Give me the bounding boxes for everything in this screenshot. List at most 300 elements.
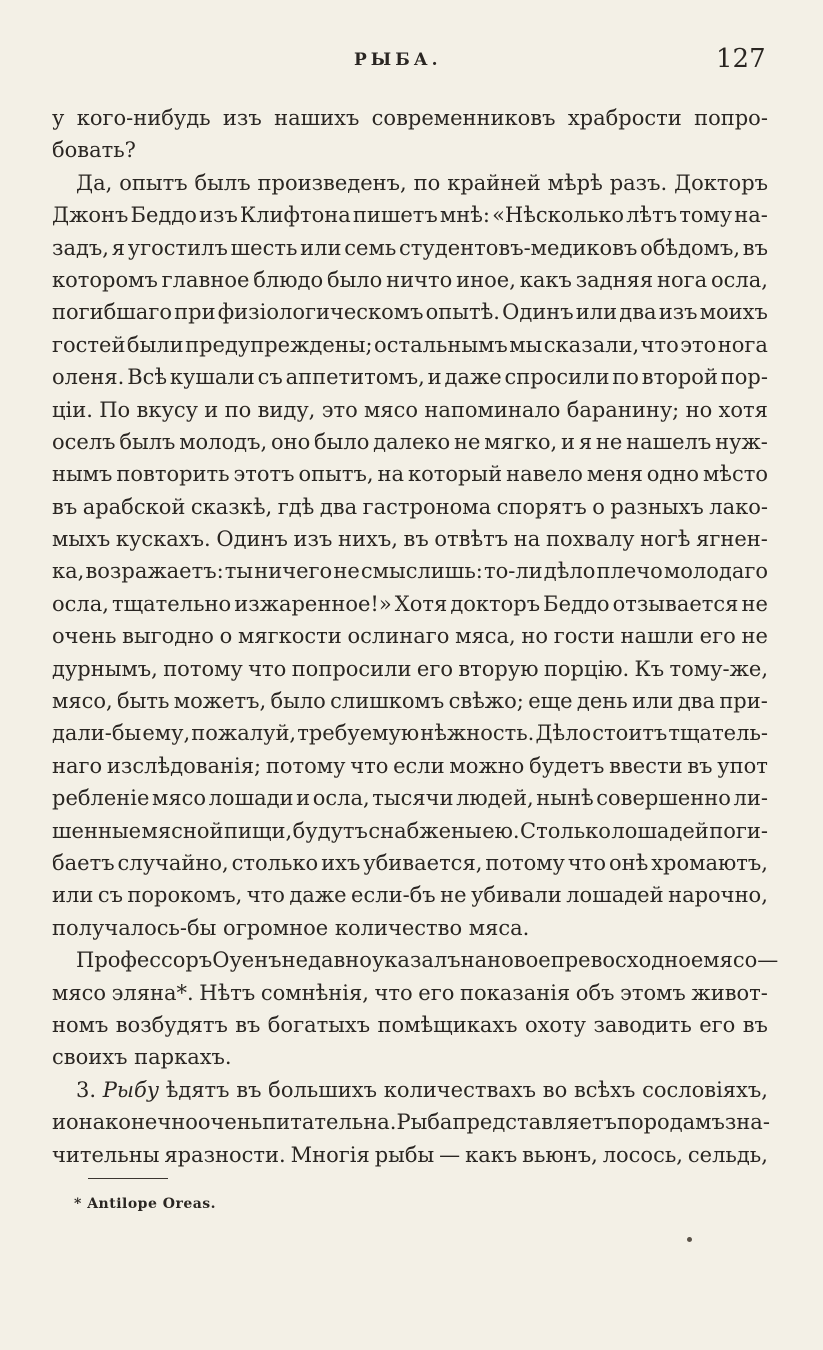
text-line — [52, 458, 768, 490]
word: не — [440, 883, 467, 908]
word: меня — [586, 462, 643, 487]
word: виду, — [257, 397, 316, 422]
word: охоту — [524, 1012, 587, 1037]
word: лако- — [709, 494, 768, 519]
word: баранину; — [566, 397, 680, 422]
word: которомъ — [52, 267, 158, 292]
text-line: своихъ паркахъ. — [52, 1045, 232, 1070]
word: мясо — [152, 786, 207, 811]
word: мясо— — [703, 948, 779, 973]
word: заводить — [593, 1012, 692, 1037]
word: что — [246, 883, 285, 908]
word: опытъ, — [298, 462, 374, 487]
word: съ — [257, 365, 283, 390]
word: ногѣ — [640, 527, 691, 552]
word: о — [219, 624, 233, 649]
word: показанія — [459, 980, 571, 1005]
word: Беддо — [543, 591, 610, 616]
word: случайно, — [117, 850, 229, 875]
word: нашихъ — [274, 106, 360, 130]
word: пор- — [720, 365, 768, 390]
word: было — [326, 267, 383, 292]
word: что — [567, 850, 606, 875]
word: мясо — [364, 397, 419, 422]
word: я — [578, 429, 593, 454]
word: храбрости — [567, 106, 682, 130]
word: Одинъ — [502, 300, 574, 325]
word: ничто — [386, 267, 453, 292]
word: мы — [509, 332, 543, 357]
word: изъ — [658, 300, 698, 325]
word: лошади — [208, 786, 294, 811]
word: и — [52, 1110, 66, 1135]
word: въ — [742, 1012, 768, 1037]
text-line — [52, 167, 768, 199]
word: но — [521, 624, 549, 649]
word: можетъ, — [173, 689, 267, 714]
word: сельдь, — [687, 1142, 768, 1167]
word: сословіяхъ, — [642, 1077, 768, 1102]
word: можно — [449, 753, 525, 778]
text-line — [52, 296, 768, 328]
word: даже — [289, 883, 347, 908]
word: гостей — [52, 332, 126, 357]
word: она — [66, 1110, 106, 1135]
word: былъ — [119, 429, 176, 454]
word: нарочно, — [668, 883, 768, 908]
word: спорятъ — [496, 494, 587, 519]
word: въ — [52, 494, 78, 519]
word: не — [453, 429, 481, 454]
word: Клифтона — [239, 203, 351, 228]
word: докторъ — [450, 591, 541, 616]
word: превосходное — [550, 948, 704, 973]
word: шесть — [230, 235, 298, 260]
word: былъ — [194, 170, 251, 195]
word: Одинъ — [216, 527, 288, 552]
word: порокомъ, — [127, 883, 243, 908]
ink-speck — [687, 1237, 692, 1242]
word: нихъ, — [338, 527, 398, 552]
word: какъ — [465, 1142, 518, 1167]
word: Рыба — [396, 1110, 453, 1135]
word: яразности. — [164, 1142, 286, 1167]
word: иное, — [456, 267, 516, 292]
word: чительны — [52, 1142, 160, 1167]
text-line — [52, 1009, 768, 1041]
word: Рыбу — [102, 1077, 159, 1102]
word: навело — [506, 462, 583, 487]
body-text — [52, 102, 779, 1171]
word: изъ — [293, 527, 333, 552]
word: въ — [403, 527, 429, 552]
word: Да, — [76, 170, 113, 195]
text-line — [52, 620, 768, 652]
word: не — [741, 624, 768, 649]
word: на — [513, 527, 541, 552]
word: по — [612, 365, 639, 390]
text-line — [52, 329, 768, 361]
word: студентовъ-медиковъ — [399, 235, 638, 260]
word: рыбы — [374, 1142, 435, 1167]
word: родамъ — [643, 1110, 725, 1135]
word: Столько — [520, 818, 611, 843]
word: ею. — [482, 818, 520, 843]
word: нымъ — [52, 462, 113, 487]
word: угостилъ — [127, 235, 228, 260]
word: изъ — [222, 106, 262, 130]
word: питательна. — [262, 1110, 397, 1135]
text-line: получалось-бы огромное количество мяса. — [52, 915, 530, 940]
word: отзывается — [612, 591, 739, 616]
word: потому — [265, 753, 346, 778]
word: недавно — [281, 948, 372, 973]
word: гдѣ — [277, 494, 315, 519]
word: это — [680, 332, 717, 357]
page-number: 127 — [716, 44, 766, 74]
text-line — [52, 1106, 768, 1138]
word: мѣрѣ — [547, 170, 603, 195]
word: молодаго — [663, 559, 768, 584]
text-line: бовать? — [52, 138, 136, 163]
word: предупреждены; — [185, 332, 373, 357]
word: По — [99, 397, 131, 422]
word: поги- — [709, 818, 768, 843]
word: повторить — [116, 462, 230, 487]
text-line — [52, 199, 768, 231]
word: ли- — [733, 786, 768, 811]
word: помѣщикахъ — [377, 1012, 518, 1037]
word: при — [174, 300, 216, 325]
word: лошадей — [566, 883, 664, 908]
word: будутъ — [292, 818, 368, 843]
text-line — [52, 782, 768, 814]
word: живот- — [691, 980, 768, 1005]
word: мнѣ: — [439, 203, 490, 228]
word: этотъ — [233, 462, 295, 487]
word: его — [416, 656, 453, 681]
word: хотя — [718, 397, 768, 422]
word: Къ — [634, 656, 665, 681]
word: вторую — [458, 656, 539, 681]
text-line — [52, 555, 768, 587]
word: изжаренное!» — [234, 591, 392, 616]
word: очень — [197, 1110, 263, 1135]
word: мясо — [52, 980, 106, 1005]
word: и — [427, 365, 442, 390]
word: что — [350, 753, 389, 778]
word: при- — [719, 689, 768, 714]
word: нуж- — [715, 429, 768, 454]
word: мягко, — [484, 429, 558, 454]
word: оно — [270, 429, 311, 454]
text-line — [52, 361, 768, 393]
word: и — [561, 429, 576, 454]
word: было — [314, 429, 370, 454]
word: богатыхъ — [267, 1012, 371, 1037]
word: пищи, — [223, 818, 293, 843]
word: вкусу — [136, 397, 198, 422]
word: на — [460, 948, 488, 973]
word: опытѣ. — [425, 300, 500, 325]
word: ціи. — [52, 397, 93, 422]
word: спросили — [504, 365, 610, 390]
word: стоитъ — [592, 721, 668, 746]
word: тщатель- — [668, 721, 768, 746]
word: — — [439, 1142, 461, 1167]
word: два — [319, 494, 358, 519]
word: блюдо — [253, 267, 324, 292]
word: кушали — [169, 365, 255, 390]
text-line — [52, 426, 768, 458]
word: произведенъ, — [257, 170, 407, 195]
word: два — [677, 689, 715, 714]
word: нога — [656, 267, 708, 292]
word: конечно — [105, 1110, 198, 1135]
word: еще — [528, 689, 573, 714]
word: опытъ — [119, 170, 188, 195]
word: обѣдомъ, — [640, 235, 741, 260]
text-line — [52, 523, 768, 555]
word: то-ли — [483, 559, 543, 584]
word: будетъ — [529, 753, 605, 778]
word: молодъ, — [179, 429, 268, 454]
word: Докторъ — [674, 170, 768, 195]
word: представляетъ — [452, 1110, 617, 1135]
word: кускахъ. — [115, 527, 211, 552]
word: или — [575, 300, 618, 325]
word: Профессоръ — [76, 948, 213, 973]
word: свѣжо; — [448, 689, 524, 714]
word: пишетъ — [352, 203, 438, 228]
word: Многія — [290, 1142, 370, 1167]
word: это — [321, 397, 358, 422]
word: далеко — [373, 429, 451, 454]
word: ввести — [609, 753, 683, 778]
word: по — [616, 1110, 644, 1135]
word: быть — [117, 689, 170, 714]
word: всѣхъ — [573, 1077, 636, 1102]
word: похвалу — [545, 527, 635, 552]
word: указалъ — [371, 948, 461, 973]
word: напоминало — [424, 397, 561, 422]
word: хромаютъ, — [651, 850, 768, 875]
word: Нѣтъ — [199, 980, 256, 1005]
word: мыхъ — [52, 527, 111, 552]
word: были — [126, 332, 184, 357]
text-line — [52, 815, 768, 847]
word: разъ. — [609, 170, 668, 195]
word: вьюнъ, — [522, 1142, 598, 1167]
word: у — [52, 106, 65, 130]
word: сомнѣнія, — [260, 980, 369, 1005]
word: очень — [52, 624, 117, 649]
word: номъ — [52, 1012, 109, 1037]
word: Хотя — [394, 591, 448, 616]
word: лѣтъ — [626, 203, 678, 228]
word: его — [418, 980, 455, 1005]
word: лосось, — [602, 1142, 683, 1167]
text-line — [52, 1139, 768, 1171]
word: какъ — [519, 267, 572, 292]
text-line — [52, 977, 768, 1009]
word: нѣжность. — [420, 721, 535, 746]
word: Дѣло — [535, 721, 592, 746]
text-line — [52, 847, 768, 879]
word: объ — [575, 980, 615, 1005]
word: нынѣ — [536, 786, 594, 811]
word: 3. — [76, 1077, 97, 1102]
word: ослинаго — [347, 624, 450, 649]
text-line — [52, 232, 768, 264]
word: не — [333, 559, 360, 584]
word: большихъ — [268, 1077, 377, 1102]
word: тщательно — [112, 591, 232, 616]
word: одно — [646, 462, 699, 487]
word: мѣсто — [702, 462, 768, 487]
word: его — [699, 624, 736, 649]
word: на- — [734, 203, 768, 228]
text-line — [52, 750, 768, 782]
text-line — [52, 491, 768, 523]
word: новое — [487, 948, 551, 973]
word: задъ, — [52, 235, 109, 260]
word: но — [685, 397, 713, 422]
word: плечо — [596, 559, 663, 584]
word: этомъ — [620, 980, 686, 1005]
word: «Нѣсколько — [492, 203, 624, 228]
word: отвѣтъ — [434, 527, 509, 552]
text-line — [52, 717, 768, 749]
word: наго — [52, 753, 103, 778]
word: изъ — [199, 203, 238, 228]
word: эляна*. — [111, 980, 194, 1005]
word: было — [270, 689, 326, 714]
word: задняя — [575, 267, 654, 292]
word: и — [204, 397, 219, 422]
word: кого-нибудь — [76, 106, 211, 130]
word: оленя. — [52, 365, 125, 390]
word: ты — [224, 559, 254, 584]
word: два — [619, 300, 657, 325]
running-head: РЫБА. — [354, 50, 442, 70]
word: съ — [97, 883, 123, 908]
word: ихъ — [321, 850, 361, 875]
word: ѣдятъ — [165, 1077, 230, 1102]
word: я — [111, 235, 125, 260]
word: потому — [163, 656, 243, 681]
word: людей, — [456, 786, 534, 811]
word: осла, — [312, 786, 370, 811]
word: осла, — [52, 591, 109, 616]
word: нашли — [620, 624, 694, 649]
word: онѣ — [608, 850, 649, 875]
word: лошадей — [611, 818, 709, 843]
word: попросили — [291, 656, 412, 681]
word: пожалуй, — [191, 721, 297, 746]
word: который — [407, 462, 503, 487]
word: въ — [235, 1012, 261, 1037]
word: ему, — [142, 721, 191, 746]
text-line — [52, 944, 779, 976]
text-line — [52, 685, 768, 717]
word: выгодно — [122, 624, 214, 649]
word: современниковъ — [371, 106, 556, 130]
word: смыслишь: — [360, 559, 483, 584]
word: столько — [231, 850, 319, 875]
word: ягнен- — [696, 527, 768, 552]
word: слишкомъ — [330, 689, 445, 714]
word: второй — [641, 365, 718, 390]
word: Оуенъ — [212, 948, 282, 973]
text-line — [52, 394, 768, 426]
word: нашелъ — [626, 429, 712, 454]
word: попро- — [694, 106, 768, 130]
word: гастронома — [362, 494, 492, 519]
word: мясной — [141, 818, 224, 843]
word: осла, — [710, 267, 768, 292]
word: мягкости — [238, 624, 342, 649]
word: о — [592, 494, 605, 519]
word: тому — [679, 203, 733, 228]
word: дурнымъ, — [52, 656, 158, 681]
word: арабской — [82, 494, 186, 519]
word: крайней — [447, 170, 541, 195]
word: если — [393, 753, 445, 778]
word: снабжены — [368, 818, 482, 843]
word: порцію. — [543, 656, 630, 681]
word: тысячи — [372, 786, 454, 811]
word: что — [640, 332, 679, 357]
word: мясо, — [52, 689, 113, 714]
word: въ — [742, 235, 768, 260]
word: въ — [236, 1077, 262, 1102]
word: количествахъ — [383, 1077, 537, 1102]
word: главное — [161, 267, 250, 292]
word: сказали, — [543, 332, 640, 357]
text-line — [52, 264, 768, 296]
word: его — [699, 1012, 736, 1037]
word: Беддо — [130, 203, 197, 228]
word: потому — [485, 850, 565, 875]
word: во — [542, 1077, 568, 1102]
text-line — [52, 588, 768, 620]
word: возбудятъ — [115, 1012, 228, 1037]
word: дали-бы — [52, 721, 142, 746]
word: убивается, — [363, 850, 483, 875]
word: дѣло — [543, 559, 596, 584]
word: или — [300, 235, 342, 260]
word: мяса, — [455, 624, 516, 649]
word: не — [595, 429, 623, 454]
word: зна- — [724, 1110, 770, 1135]
word: по — [413, 170, 441, 195]
text-line — [52, 879, 768, 911]
word: Джонъ — [52, 203, 129, 228]
text-line — [52, 102, 768, 134]
word: баетъ — [52, 850, 115, 875]
word: изслѣдованія; — [106, 753, 262, 778]
word: разныхъ — [610, 494, 704, 519]
text-line — [52, 653, 768, 685]
word: или — [632, 689, 674, 714]
word: на — [377, 462, 404, 487]
word: оселъ — [52, 429, 116, 454]
word: возражаетъ: — [85, 559, 224, 584]
word: упот — [717, 753, 768, 778]
text-line — [52, 1074, 768, 1106]
footnote: * Antilope Oreas. — [74, 1196, 217, 1212]
